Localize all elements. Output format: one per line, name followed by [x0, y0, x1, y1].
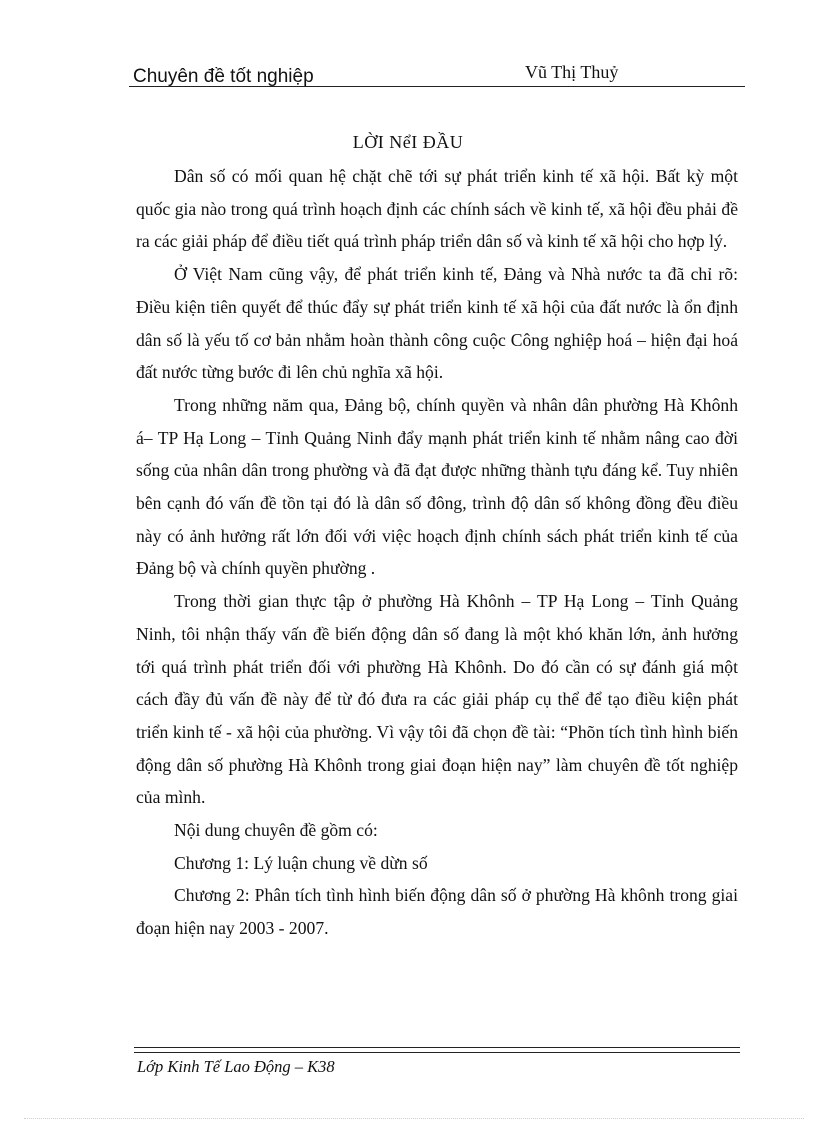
- header-author: Vũ Thị Thuỷ: [525, 62, 619, 82]
- paragraph-1: Dân số có mối quan hệ chặt chẽ tới sự phát triển kinh tế xã hội. Bất kỳ một quốc gia nào trong quá trình hoạch định các chính sách về kinh tế, xã hội đều phải đề ra các giải pháp để điều tiết quá trình pháp triển dân số và kinh tế xã hội cho hợp lý.: [136, 166, 738, 252]
- paragraph-3: Trong những năm qua, Đảng bộ, chính quyền và nhân dân phường Hà Khônh á– TP Hạ Long – Tỉnh Quảng Ninh đẩy mạnh phát triển kinh tế nhằm nâng cao đời sống của nhân dân trong phường và đã đạt được những thành tựu đáng kể. Tuy nhiên bên cạnh đó vấn đề tồn tại đó là dân số đông, trình độ dân số không đồng đều điều này có ảnh hưởng rất lớn đối với việc hoạch định chính sách phát triển kinh tế của Đảng bộ và chính quyền phường .: [136, 394, 738, 579]
- header-document-type: Chuyên đề tốt nghiệp: [133, 66, 314, 87]
- paragraph-4: Trong thời gian thực tập ở phường Hà Khônh – TP Hạ Long – Tỉnh Quảng Ninh, tôi nhận thấy vấn đề biến động dân số đang là một khó khăn lớn, ảnh hưởng tới quá trình phát triển đối với phường Hà Khônh. Do đó cần có sự đánh giá một cách đầy đủ vấn đề này để từ đó đưa ra các giải pháp cụ thể để tạo điều kiện phát triển kinh tế - xã hội của phường. Vì vậy tôi đã chọn đề tài: “Phõn tích tình hình biến động dân số phường Hà Khônh trong giai đoạn hiện nay” làm chuyên đề tốt nghiệp của mình.: [136, 591, 738, 808]
- footer-divider: [134, 1047, 740, 1053]
- page-header: [129, 56, 745, 87]
- page-footer: Lớp Kinh Tế Lao Động – K38: [137, 1057, 335, 1076]
- page-title: LỜI NểI ĐẦU: [352, 132, 464, 152]
- paragraph-6: Chương 1: Lý luận chung về dừn số: [174, 852, 428, 873]
- paragraph-5: Nội dung chuyên đề gồm có:: [174, 820, 378, 841]
- page-edge: [24, 1118, 804, 1119]
- paragraph-2: Ở Việt Nam cũng vậy, để phát triển kinh tế, Đảng và Nhà nước ta đã chỉ rõ: Điều kiện tiên quyết để thúc đẩy sự phát triển kinh tế xã hội của đất nước là ổn định dân số là yếu tố cơ bản nhằm hoàn thành công cuộc Công nghiệp hoá – hiện đại hoá đất nước từng bước đi lên chủ nghĩa xã hội.: [136, 264, 738, 383]
- body-text: [136, 160, 738, 945]
- paragraph-7: Chương 2: Phân tích tình hình biến động dân số ở phường Hà khônh trong giai đoạn hiện nay 2003 - 2007.: [136, 885, 738, 939]
